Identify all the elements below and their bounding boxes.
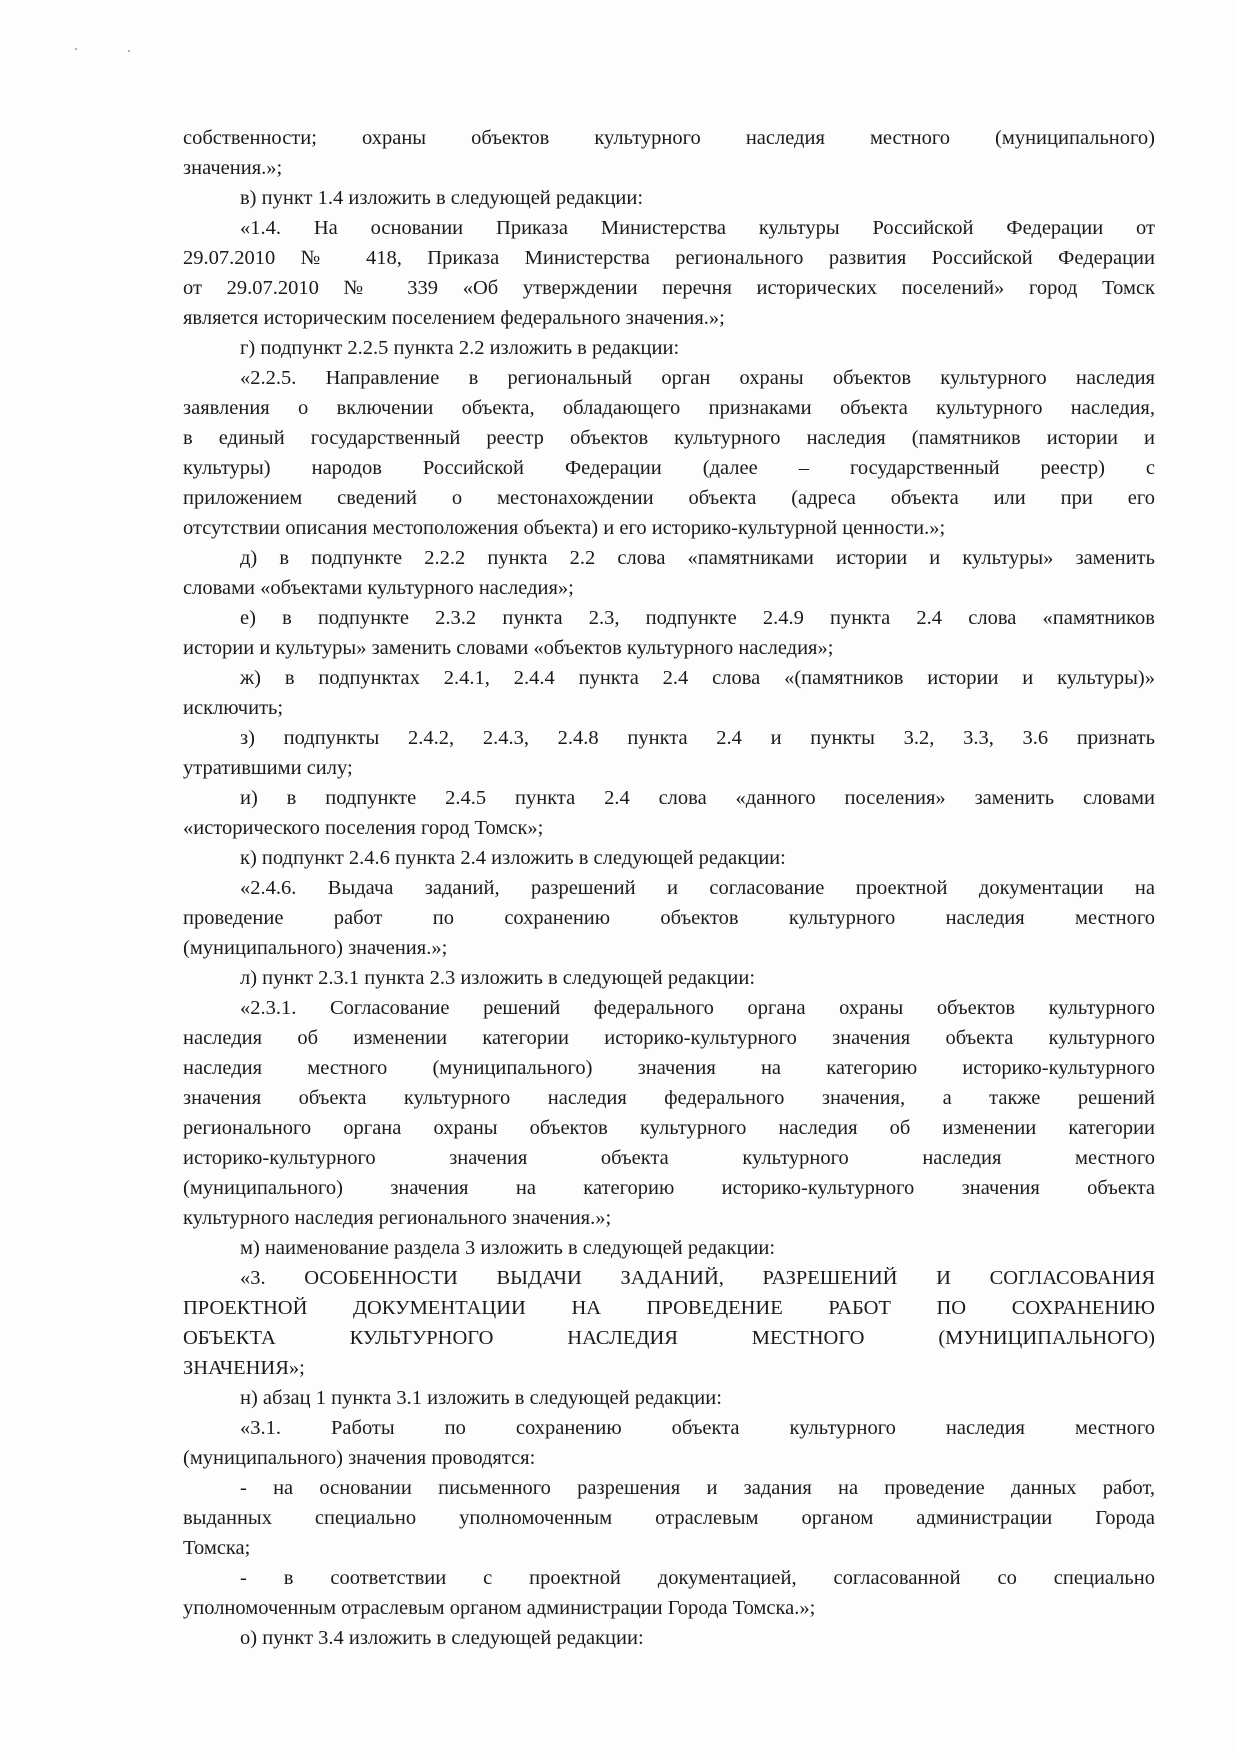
- document-body: [183, 123, 1155, 1653]
- text-line: з) подпункты 2.4.2, 2.4.3, 2.4.8 пункта 2.4 и пункты 3.2, 3.3, 3.6 признать: [240, 727, 1155, 749]
- text-line: (муниципального) значения на категорию историко-культурного значения объекта: [183, 1177, 1155, 1199]
- text-line: л) пункт 2.3.1 пункта 2.3 изложить в следующей редакции:: [240, 967, 756, 989]
- scan-speck: [75, 48, 77, 50]
- text-line: Томска;: [183, 1537, 251, 1559]
- text-line: е) в подпункте 2.3.2 пункта 2.3, подпункте 2.4.9 пункта 2.4 слова «памятников: [240, 607, 1155, 629]
- text-line: наследия местного (муниципального) значения на категорию историко-культурного: [183, 1057, 1155, 1079]
- text-line: исключить;: [183, 697, 284, 719]
- text-line: «1.4. На основании Приказа Министерства культуры Российской Федерации от: [240, 217, 1155, 239]
- text-line: ОБЪЕКТА КУЛЬТУРНОГО НАСЛЕДИЯ МЕСТНОГО (МУНИЦИПАЛЬНОГО): [183, 1327, 1155, 1349]
- text-line: - на основании письменного разрешения и задания на проведение данных работ,: [240, 1477, 1155, 1499]
- text-line: отсутствии описания местоположения объекта) и его историко-культурной ценности.»;: [183, 517, 946, 539]
- text-line: уполномоченным отраслевым органом администрации Города Томска.»;: [183, 1597, 816, 1619]
- text-line: (муниципального) значения.»;: [183, 937, 448, 959]
- text-line: 29.07.2010 № 418, Приказа Министерства регионального развития Российской Федерации: [183, 247, 1155, 269]
- text-line: «2.2.5. Направление в региональный орган охраны объектов культурного наследия: [240, 367, 1155, 389]
- text-line: историко-культурного значения объекта культурного наследия местного: [183, 1147, 1155, 1169]
- text-line: значения объекта культурного наследия федерального значения, а также решений: [183, 1087, 1155, 1109]
- text-line: культуры) народов Российской Федерации (далее – государственный реестр) с: [183, 457, 1155, 479]
- text-line: от 29.07.2010 № 339 «Об утверждении перечня исторических поселений» город Томск: [183, 277, 1155, 299]
- text-line: истории и культуры» заменить словами «объектов культурного наследия»;: [183, 637, 834, 659]
- text-line: выданных специально уполномоченным отраслевым органом администрации Города: [183, 1507, 1155, 1529]
- text-line: д) в подпункте 2.2.2 пункта 2.2 слова «памятниками истории и культуры» заменить: [240, 547, 1155, 569]
- text-line: культурного наследия регионального значения.»;: [183, 1207, 612, 1229]
- text-line: наследия об изменении категории историко-культурного значения объекта культурного: [183, 1027, 1155, 1049]
- text-line: проведение работ по сохранению объектов культурного наследия местного: [183, 907, 1155, 929]
- text-line: словами «объектами культурного наследия»;: [183, 577, 574, 599]
- scan-speck: [128, 50, 130, 52]
- text-line: в единый государственный реестр объектов культурного наследия (памятников истории и: [183, 427, 1155, 449]
- text-line: и) в подпункте 2.4.5 пункта 2.4 слова «данного поселения» заменить словами: [240, 787, 1155, 809]
- text-line: утратившими силу;: [183, 757, 353, 779]
- text-line: «3.1. Работы по сохранению объекта культурного наследия местного: [240, 1417, 1155, 1439]
- text-line: значения.»;: [183, 157, 283, 179]
- text-line: м) наименование раздела 3 изложить в следующей редакции:: [240, 1237, 776, 1259]
- text-line: «2.4.6. Выдача заданий, разрешений и согласование проектной документации на: [240, 877, 1155, 899]
- text-line: - в соответствии с проектной документацией, согласованной со специально: [240, 1567, 1155, 1589]
- text-line: «исторического поселения город Томск»;: [183, 817, 544, 839]
- text-line: является историческим поселением федерального значения.»;: [183, 307, 725, 329]
- text-line: о) пункт 3.4 изложить в следующей редакции:: [240, 1627, 644, 1649]
- text-line: собственности; охраны объектов культурного наследия местного (муниципального): [183, 127, 1155, 149]
- text-line: к) подпункт 2.4.6 пункта 2.4 изложить в следующей редакции:: [240, 847, 786, 869]
- text-line: (муниципального) значения проводятся:: [183, 1447, 536, 1469]
- text-line: г) подпункт 2.2.5 пункта 2.2 изложить в редакции:: [240, 337, 680, 359]
- text-line: ЗНАЧЕНИЯ»;: [183, 1357, 305, 1379]
- text-line: приложением сведений о местонахождении объекта (адреса объекта или при его: [183, 487, 1155, 509]
- text-line: «2.3.1. Согласование решений федерального органа охраны объектов культурного: [240, 997, 1155, 1019]
- text-line: регионального органа охраны объектов культурного наследия об изменении категории: [183, 1117, 1155, 1139]
- text-line: «3. ОСОБЕННОСТИ ВЫДАЧИ ЗАДАНИЙ, РАЗРЕШЕНИЙ И СОГЛАСОВАНИЯ: [240, 1267, 1155, 1289]
- text-line: н) абзац 1 пункта 3.1 изложить в следующей редакции:: [240, 1387, 722, 1409]
- text-line: ж) в подпунктах 2.4.1, 2.4.4 пункта 2.4 слова «(памятников истории и культуры)»: [240, 667, 1155, 689]
- text-line: ПРОЕКТНОЙ ДОКУМЕНТАЦИИ НА ПРОВЕДЕНИЕ РАБОТ ПО СОХРАНЕНИЮ: [183, 1297, 1155, 1319]
- text-line: заявления о включении объекта, обладающего признаками объекта культурного наследия,: [183, 397, 1155, 419]
- text-line: в) пункт 1.4 изложить в следующей редакции:: [240, 187, 644, 209]
